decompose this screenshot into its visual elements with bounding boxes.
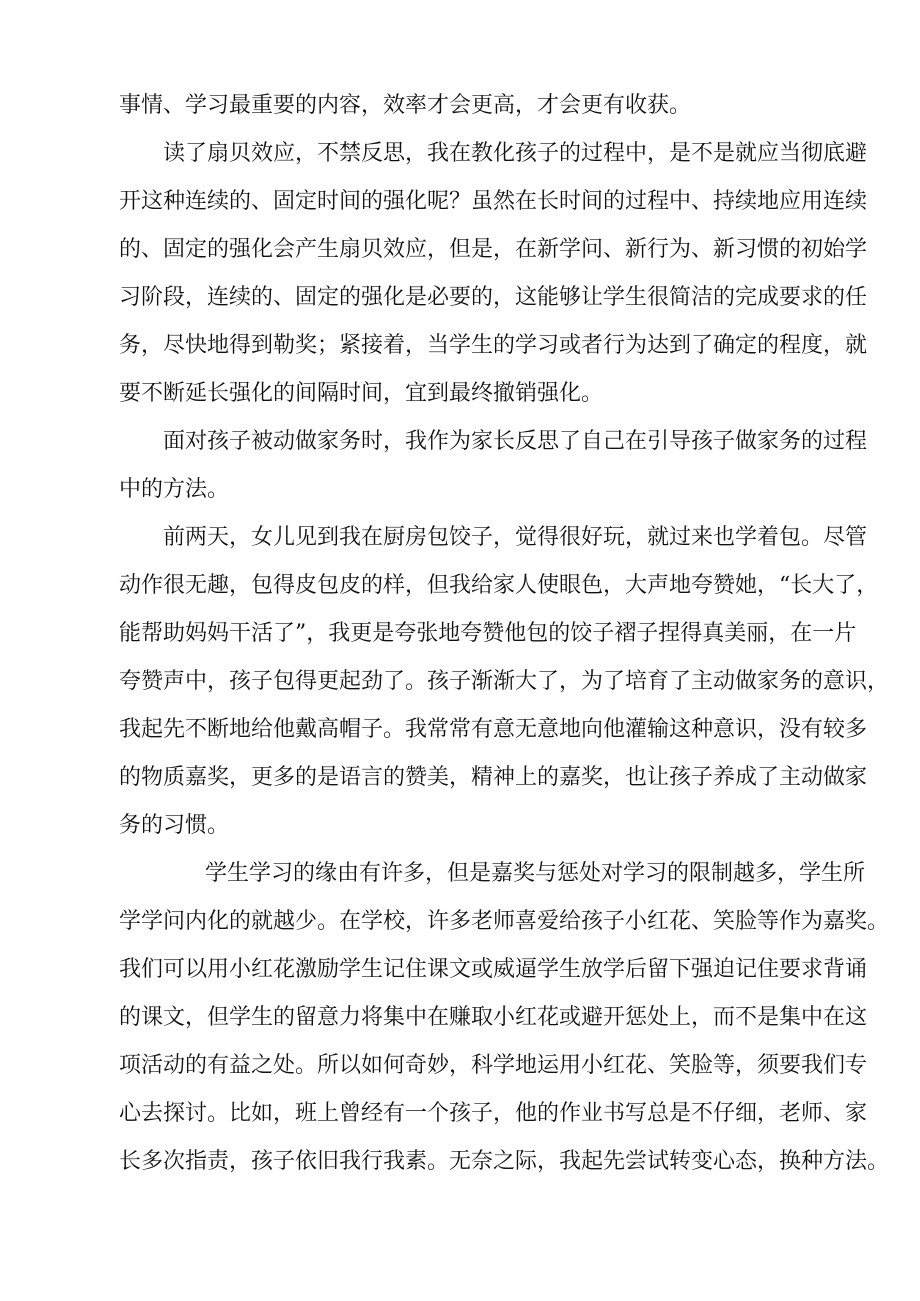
paragraph-scallop-effect <box>119 130 868 418</box>
paragraph-rewards <box>119 850 890 1186</box>
text-line: 务，尽快地得到勒奖；紧接着，当学生的学习或者行为达到了确定的程度，就 <box>119 333 868 358</box>
text-line: 长多次指责，孩子依旧我行我素。无奈之际，我起先尝试转变心态，换种方法。 <box>119 1149 890 1174</box>
text-line: 能帮助妈妈干活了”，我更是夸张地夸赞他包的饺子褶子捏得真美丽，在一片 <box>119 621 857 646</box>
text-line: 心去探讨。比如，班上曾经有一个孩子，他的作业书写总是不仔细，老师、家 <box>119 1101 868 1126</box>
body-text <box>119 82 890 1186</box>
text-line: 我起先不断地给他戴高帽子。我常常有意无意地向他灌输这种意识，没有较多 <box>119 717 868 742</box>
text-line: 项活动的有益之处。所以如何奇妙，科学地运用小红花、笑脸等，须要我们专 <box>119 1053 868 1078</box>
text-line: 事情、学习最重要的内容，效率才会更高，才会更有收获。 <box>119 93 692 118</box>
text-line: 我们可以用小红花激励学生记住课文或威逼学生放学后留下强迫记住要求背诵 <box>119 957 868 982</box>
text-line: 中的方法。 <box>119 477 230 502</box>
text-line: 要不断延长强化的间隔时间，宜到最终撤销强化。 <box>119 381 604 406</box>
text-line: 面对孩子被动做家务时，我作为家长反思了自己在引导孩子做家务的过程 <box>163 429 868 454</box>
paragraph-dumplings <box>119 514 890 850</box>
text-line: 动作很无趣，包得皮包皮的样，但我给家人使眼色，大声地夸赞她，“长大了， <box>119 573 879 598</box>
text-line: 前两天，女儿见到我在厨房包饺子，觉得很好玩，就过来也学着包。尽管 <box>163 525 868 550</box>
paragraph-housework-reflection <box>119 418 868 514</box>
text-line: 学生学习的缘由有许多，但是嘉奖与惩处对学习的限制越多，学生所 <box>205 861 866 886</box>
text-line: 的课文，但学生的留意力将集中在赚取小红花或避开惩处上，而不是集中在这 <box>119 1005 868 1030</box>
text-line: 夸赞声中，孩子包得更起劲了。孩子渐渐大了，为了培育了主动做家务的意识， <box>119 669 890 694</box>
text-line: 读了扇贝效应，不禁反思，我在教化孩子的过程中，是不是就应当彻底避 <box>163 141 868 166</box>
text-line: 的物质嘉奖，更多的是语言的赞美，精神上的嘉奖，也让孩子养成了主动做家 <box>119 765 868 790</box>
text-line: 的、固定的强化会产生扇贝效应，但是，在新学问、新行为、新习惯的初始学 <box>119 237 868 262</box>
text-line: 学学问内化的就越少。在学校，许多老师喜爱给孩子小红花、笑脸等作为嘉奖。 <box>119 909 890 934</box>
text-line: 务的习惯。 <box>119 813 230 838</box>
text-line: 开这种连续的、固定时间的强化呢？虽然在长时间的过程中、持续地应用连续 <box>119 189 868 214</box>
paragraph-continuation <box>119 82 819 130</box>
text-line: 习阶段，连续的、固定的强化是必要的，这能够让学生很简洁的完成要求的任 <box>119 285 868 310</box>
